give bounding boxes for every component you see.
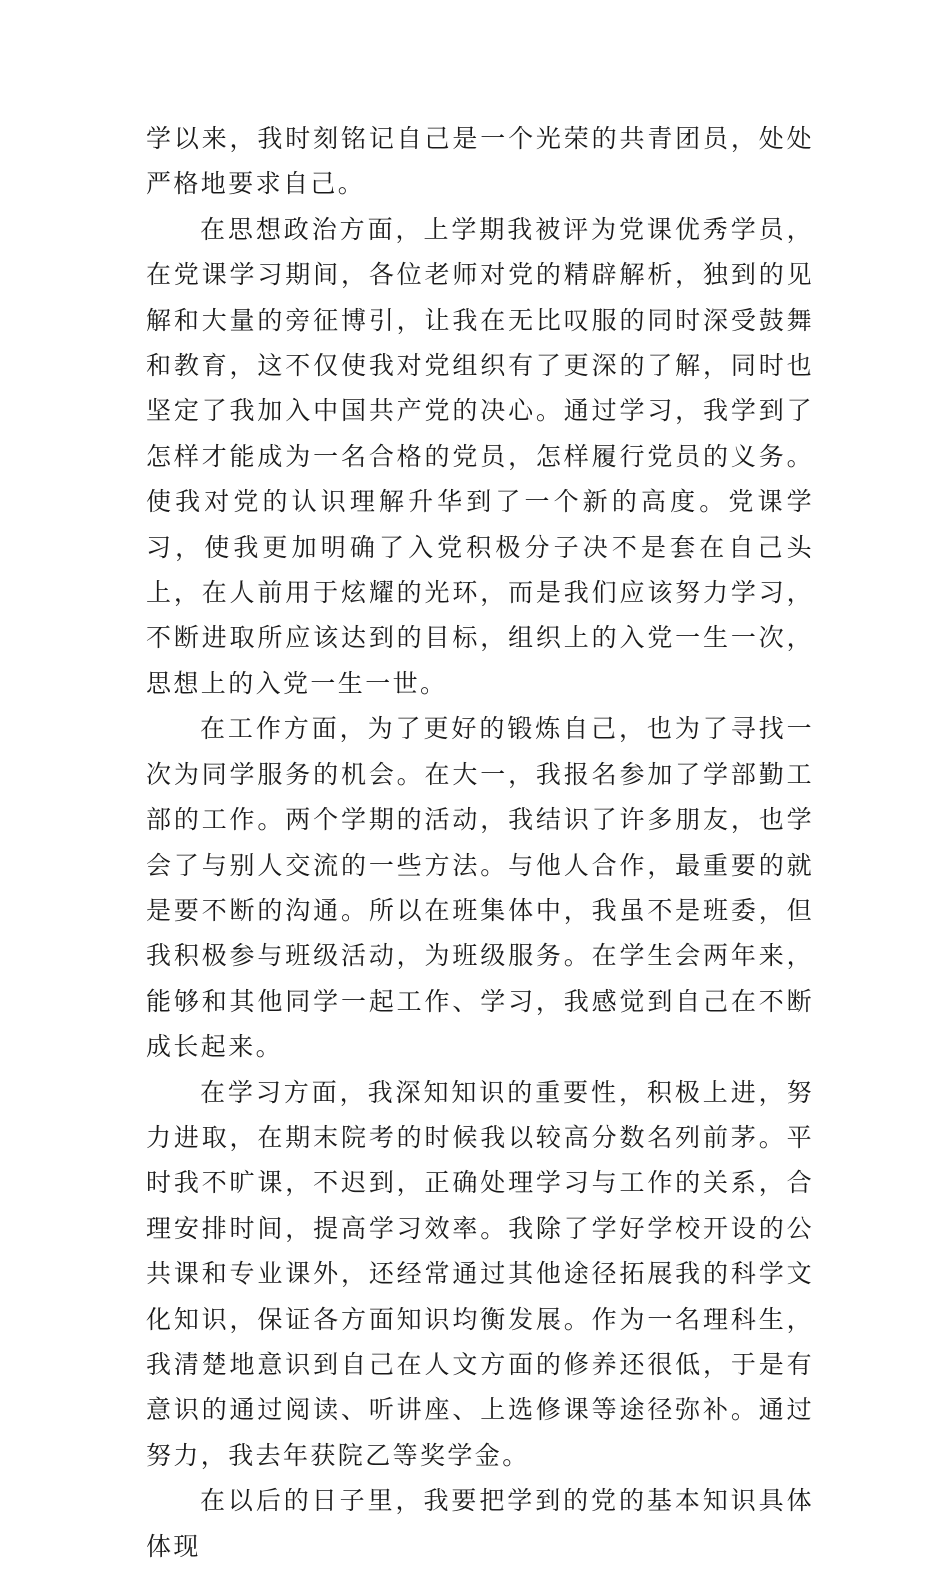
document-body xyxy=(146,116,814,1569)
paragraph-political-thought: 在思想政治方面，上学期我被评为党课优秀学员，在党课学习期间，各位老师对党的精辟解析，独到的见解和大量的旁征博引，让我在无比叹服的同时深受鼓舞和教育，这不仅使我对党组织有了更深的了解，同时也坚定了我加入中国共产党的决心。通过学习，我学到了怎样才能成为一名合格的党员，怎样履行党员的义务。使我对党的认识理解升华到了一个新的高度。党课学习，使我更加明确了入党积极分子决不是套在自己头上，在人前用于炫耀的光环，而是我们应该努力学习，不断进取所应该达到的目标，组织上的入党一生一次，思想上的入党一生一世。 xyxy=(146,214,814,698)
paragraph-work: 在工作方面，为了更好的锻炼自己，也为了寻找一次为同学服务的机会。在大一，我报名参加了学部勤工部的工作。两个学期的活动，我结识了许多朋友，也学会了与别人交流的一些方法。与他人合作，最重要的就是要不断的沟通。所以在班集体中，我虽不是班委，但我积极参与班级活动，为班级服务。在学生会两年来，能够和其他同学一起工作、学习，我感觉到自己在不断成长起来。 xyxy=(146,714,814,1062)
paragraph-study: 在学习方面，我深知知识的重要性，积极上进，努力进取，在期末院考的时候我以较高分数名列前茅。平时我不旷课，不迟到，正确处理学习与工作的关系，合理安排时间，提高学习效率。我除了学好学校开设的公共课和专业课外，还经常通过其他途径拓展我的科学文化知识，保证各方面知识均衡发展。作为一名理科生，我清楚地意识到自己在人文方面的修养还很低，于是有意识的通过阅读、听讲座、上选修课等途径弥补。通过努力，我去年获院乙等奖学金。 xyxy=(146,1077,814,1470)
paragraph-future: 在以后的日子里，我要把学到的党的基本知识具体体现 xyxy=(146,1486,814,1561)
paragraph-continuation: 学以来，我时刻铭记自己是一个光荣的共青团员，处处严格地要求自己。 xyxy=(146,124,814,199)
